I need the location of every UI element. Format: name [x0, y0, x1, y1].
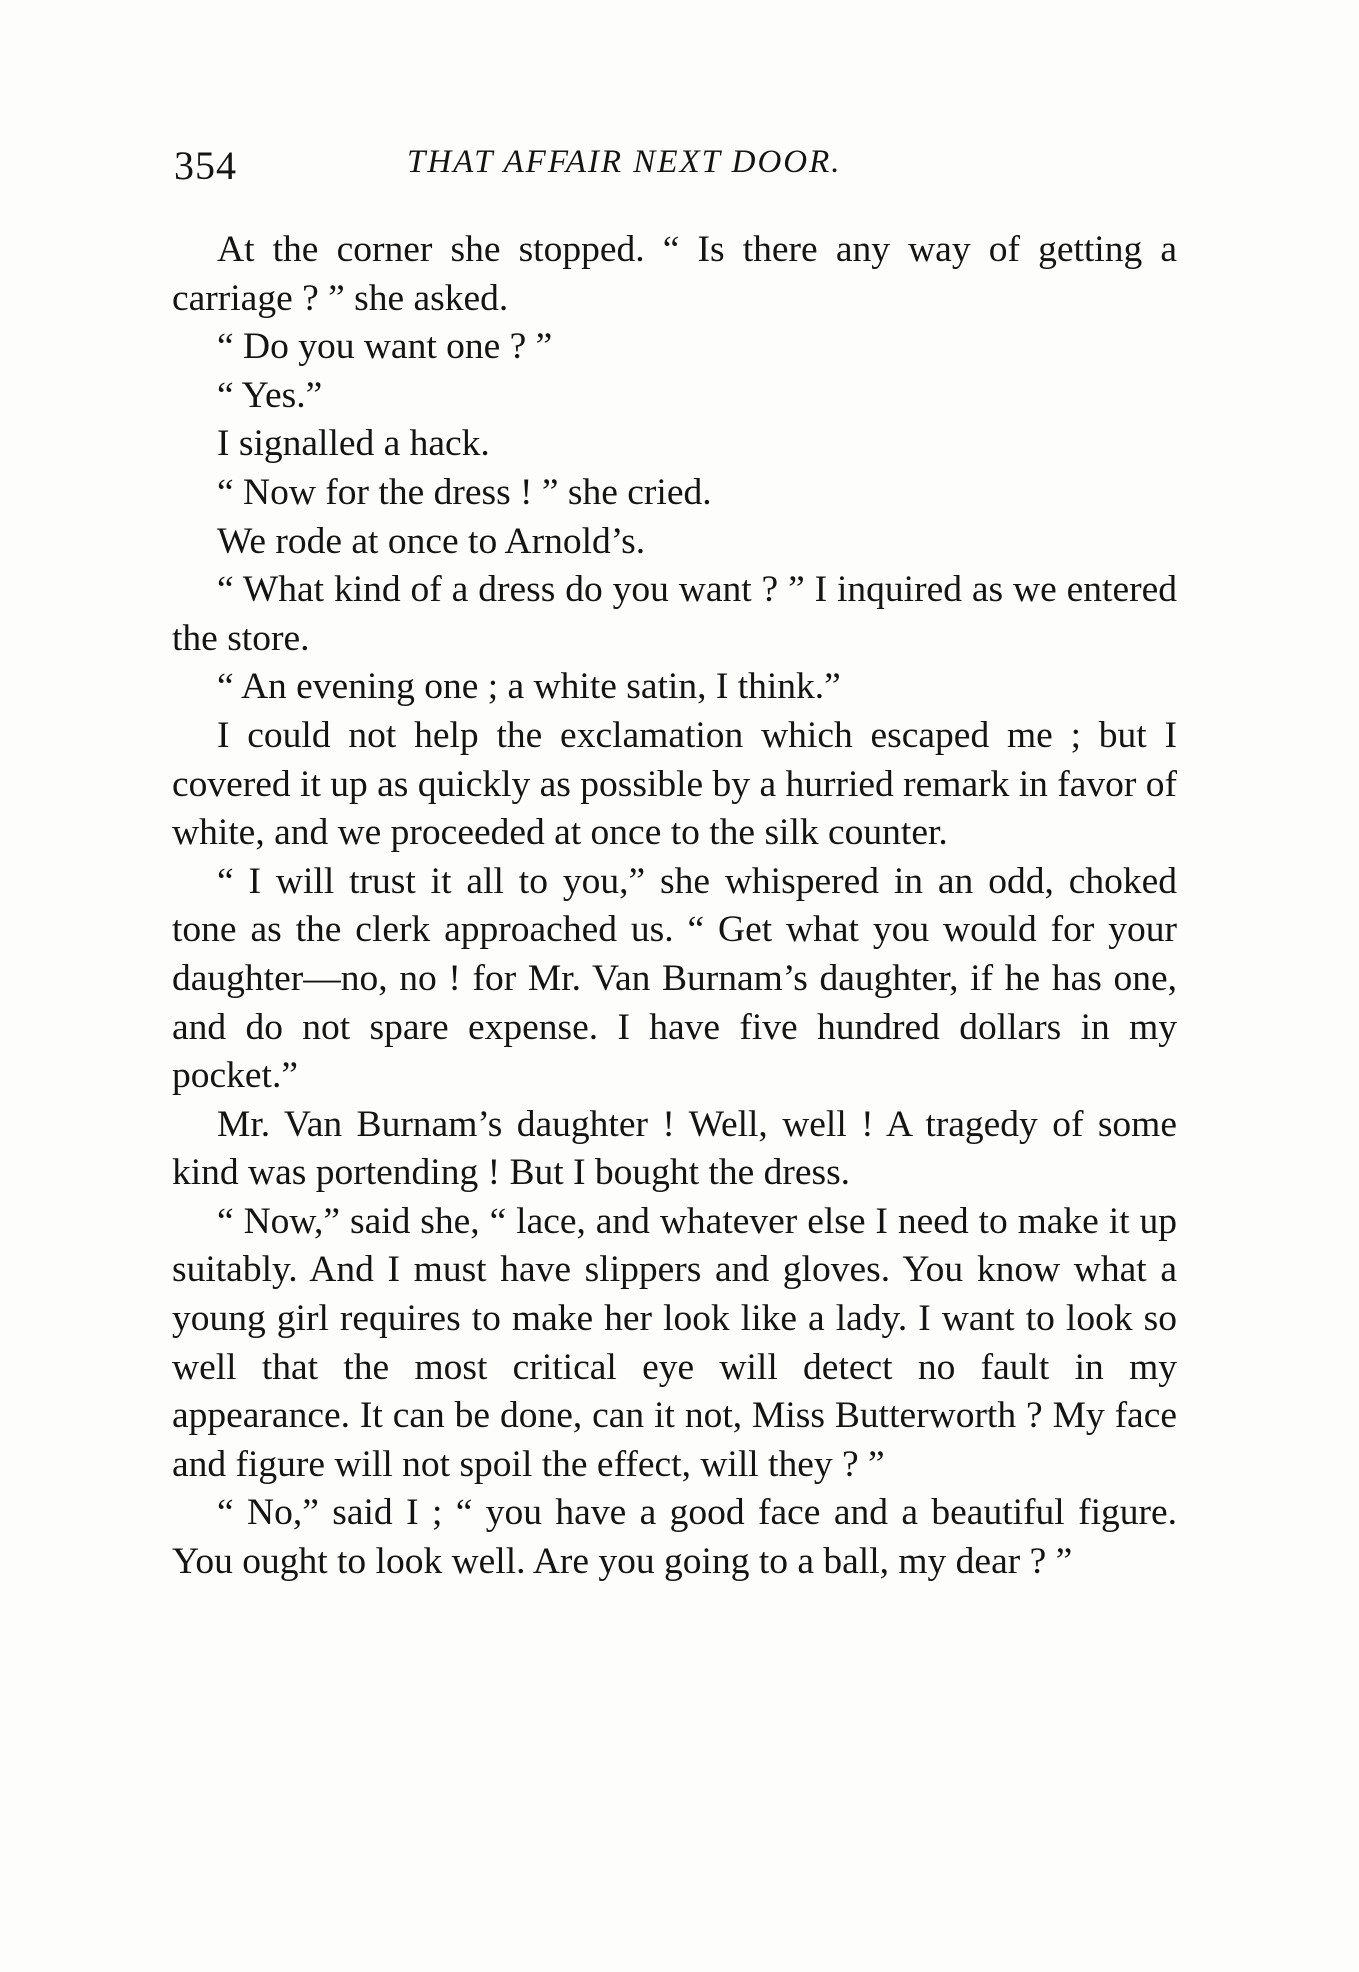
paragraph: “ Now,” said she, “ lace, and whatever else I need to make it up suitably. And I must have slippers and gloves. You know what a young girl requires to make her look like a lady. I want to look so well that the most critical eye will detect no fault in my appearance. It can be done, can it not, Miss Butterworth ? My face and figure will not spoil the effect, will they ? ” [172, 1200, 1177, 1485]
paragraph: “ Yes.” [217, 374, 323, 416]
paragraph: “ What kind of a dress do you want ? ” I inquired as we entered the store. [172, 569, 1177, 659]
page-header [174, 142, 1174, 202]
paragraph: I signalled a hack. [217, 423, 490, 465]
body-text [172, 226, 1177, 1587]
page-number: 354 [174, 143, 237, 188]
paragraph: We rode at once to Arnold’s. [217, 520, 646, 562]
paragraph: “ Do you want one ? ” [217, 326, 553, 368]
paragraph: “ Now for the dress ! ” she cried. [217, 471, 712, 513]
running-title: THAT AFFAIR NEXT DOOR. [407, 144, 842, 180]
paragraph: “ I will trust it all to you,” she whispered in an odd, choked tone as the clerk approached us. “ Get what you would for your daughter—no, no ! for Mr. Van Burnam’s daughter, if he has one, and do not spare expense. I have five hundred dollars in my pocket.” [172, 860, 1177, 1097]
paragraph: At the corner she stopped. “ Is there any way of getting a carriage ? ” she asked. [172, 229, 1177, 319]
paragraph: “ No,” said I ; “ you have a good face and a beautiful figure. You ought to look well. Are you going to a ball, my dear ? ” [172, 1492, 1177, 1583]
paragraph: Mr. Van Burnam’s daughter ! Well, well ! A tragedy of some kind was portending ! But I bought the dress. [172, 1103, 1177, 1194]
paragraph: I could not help the exclamation which escaped me ; but I covered it up as quickly as possible by a hurried remark in favor of white, and we proceeded at once to the silk counter. [172, 714, 1177, 854]
paragraph: “ An evening one ; a white satin, I think.” [217, 666, 841, 708]
